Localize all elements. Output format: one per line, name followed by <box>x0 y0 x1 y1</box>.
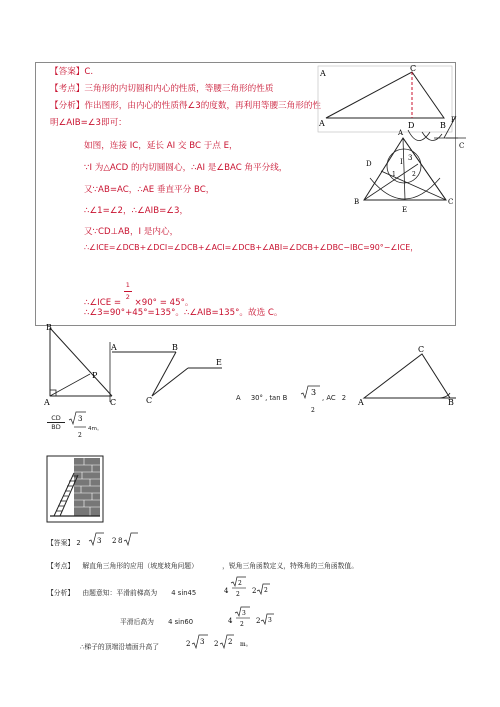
final-two-a: 2 <box>186 640 191 648</box>
final-sqrt: 3 <box>200 638 205 646</box>
fig2-label-1: 1 <box>392 171 396 178</box>
fig5-label-b: B <box>448 398 454 406</box>
fig4-label-b: B <box>172 343 178 352</box>
answer-tag: 【答案】 <box>50 67 85 77</box>
bottom-fenxi-calc1 <box>222 576 274 606</box>
given-ac-label: , AC <box>322 394 336 402</box>
final-two-b: 2 <box>214 640 219 648</box>
given-angle: 30° <box>250 394 263 402</box>
bottom-answer-c: 8 <box>118 537 123 545</box>
calc2-sqrt: 3 <box>268 617 272 624</box>
bottom-kaodian-text1: 解直角三角形的应用（坡度坡角问题） <box>82 562 198 570</box>
proof-line-b: ∵I 为△ACD 的内切圆圆心，∴AI 是∠BAC 角平分线， <box>84 163 288 173</box>
calc1-four: 4 <box>224 587 229 595</box>
calc1-num: 2 <box>238 580 242 587</box>
final-sqrt2: 2 <box>228 638 233 646</box>
half-den: 2 <box>125 293 130 301</box>
half-fraction <box>124 280 132 303</box>
cd-bd-fraction <box>47 414 65 431</box>
ratio-sqrt3: 3 <box>78 415 83 423</box>
arc-triangle-figure <box>350 342 458 406</box>
proof-line-e: 又∵CD⊥AB，I 是内心， <box>84 227 179 237</box>
fig2-label-a: A <box>398 129 404 137</box>
fig1-label-a: A <box>319 119 325 128</box>
calc2-num: 3 <box>242 610 246 617</box>
fig2-label-b: B <box>354 198 360 206</box>
bottom-fenxi-line-1 <box>47 587 196 597</box>
bottom-final-line: ∴梯子的顶端沿墙面升高了 <box>80 643 160 651</box>
answer-value: C. <box>84 67 94 77</box>
fig2-label-d: D <box>366 160 372 168</box>
given-ac <box>322 394 346 402</box>
bottom-answer-sqrt: 3 <box>97 537 102 545</box>
answer-line <box>50 67 93 78</box>
calc2-den: 2 <box>240 621 244 628</box>
proof-line-h: ∴∠3=90°+45°=135°。∴∠AIB=135°。故选 C。 <box>84 308 283 318</box>
calc2-two: 2 <box>256 617 261 625</box>
calc1-den: 2 <box>236 591 240 598</box>
proof-line-g <box>84 281 194 309</box>
fig3-label-p: P <box>92 371 98 380</box>
fenxi-tag: 【分析】 <box>50 101 85 111</box>
path-abce-figure <box>108 340 234 404</box>
incircle-figure <box>348 108 468 214</box>
fig2-label-c: C <box>448 198 454 206</box>
fig3-label-a: A <box>44 398 50 406</box>
given-conditions <box>236 394 287 402</box>
fig3-label-c: C <box>110 398 116 406</box>
ladder-wall-figure <box>46 455 104 523</box>
fig2-label-3: 3 <box>408 154 413 162</box>
fig4-label-a: A <box>111 343 117 352</box>
bottom-answer-line <box>47 537 81 547</box>
fig1-label-c: C <box>410 64 417 73</box>
fig5-label-c: C <box>418 345 425 354</box>
fig2-label-i: I <box>400 158 403 166</box>
proof-line-g-pre: ∴∠ICE = <box>84 298 122 308</box>
ratio-tail: 4m。 <box>88 426 103 432</box>
proof-line-f: ∴∠ICE=∠DCB+∠DCI=∠DCB+∠ACI=∠DCB+∠ABI=∠DCB+∠DBC−IBC=90°−∠ICE， <box>84 243 419 252</box>
fig4-label-c: C <box>146 396 153 404</box>
fenxi-line-1 <box>50 101 321 112</box>
calc1-two: 2 <box>252 587 257 595</box>
bottom-kaodian-line <box>47 560 358 570</box>
sqrt3-over-2 <box>68 410 90 440</box>
kaodian-tag: 【考点】 <box>50 84 85 94</box>
ratio-bd: BD <box>51 423 61 431</box>
bottom-fenxi-expr1: 4 sin45 <box>171 589 197 597</box>
bottom-fenxi-text1: 由题意知：平滑前梯高为 <box>82 589 158 597</box>
right-triangle-figure <box>44 322 116 406</box>
fig2-label-c2: C <box>459 142 465 150</box>
tanb-sqrt-num: 3 <box>311 388 317 397</box>
fig1-label-b: B <box>440 121 446 130</box>
fig4-label-e: E <box>216 358 222 367</box>
bottom-kaodian-text2: ，锐角三角函数定义，特殊角的三角函数值。 <box>222 562 359 570</box>
fig1-label-a-top: A <box>320 69 326 78</box>
given-tanb: , tan B <box>265 394 288 402</box>
ratio-cd: CD <box>51 414 61 422</box>
tanb-fraction <box>300 384 322 414</box>
fig5-label-a: A <box>358 398 364 406</box>
bottom-answer-a: 2 <box>76 539 81 547</box>
fig1-label-d: D <box>408 121 415 130</box>
fig2-label-e: E <box>402 206 408 214</box>
half-bar <box>124 291 132 292</box>
fig2-label-2: 2 <box>412 171 416 178</box>
bottom-answer-tag: 【答案】 <box>47 539 75 547</box>
proof-line-c: 又∵AB=AC，∴AE 垂直平分 BC， <box>84 185 215 195</box>
bottom-kaodian-tag: 【考点】 <box>47 562 75 570</box>
calc1-sqrt: 2 <box>264 587 268 594</box>
fenxi-text-1: 作出图形，由内心的性质得∠3的度数，再利用等腰三角形的性 <box>84 101 322 111</box>
proof-line-a: 如图，连接 IC，延长 AI 交 BC 于点 E， <box>84 141 238 151</box>
fig3-label-b: B <box>46 323 52 332</box>
bottom-fenxi-line-2 <box>120 616 193 626</box>
bottom-answer-b: 2 <box>112 537 117 545</box>
proof-line-g-post: ×90° = 45°。 <box>134 298 194 308</box>
bottom-final-expr <box>184 632 264 652</box>
given-a: A <box>236 394 241 402</box>
proof-line-d: ∴∠1=∠2，∴∠AIB=∠3， <box>84 206 189 216</box>
kaodian-line <box>50 84 273 95</box>
kaodian-text: 三角形的内切圆和内心的性质，等腰三角形的性质 <box>84 84 274 94</box>
ratio-two: 2 <box>78 432 82 439</box>
bottom-fenxi-tag: 【分析】 <box>47 589 75 597</box>
given-ac-val: 2 <box>341 394 347 402</box>
bottom-fenxi-text2: 平滑后高为 <box>120 618 154 626</box>
half-num: 1 <box>125 281 130 289</box>
bottom-answer-sqrt-expr <box>88 530 150 548</box>
final-unit: m。 <box>240 641 252 648</box>
fenxi-line-2: 明∠AIB=∠3即可： <box>50 118 127 128</box>
calc2-four: 4 <box>228 617 233 625</box>
bottom-fenxi-expr2: 4 sin60 <box>168 618 194 626</box>
fig2-label-p: P <box>451 116 456 124</box>
tanb-den: 2 <box>311 407 315 414</box>
